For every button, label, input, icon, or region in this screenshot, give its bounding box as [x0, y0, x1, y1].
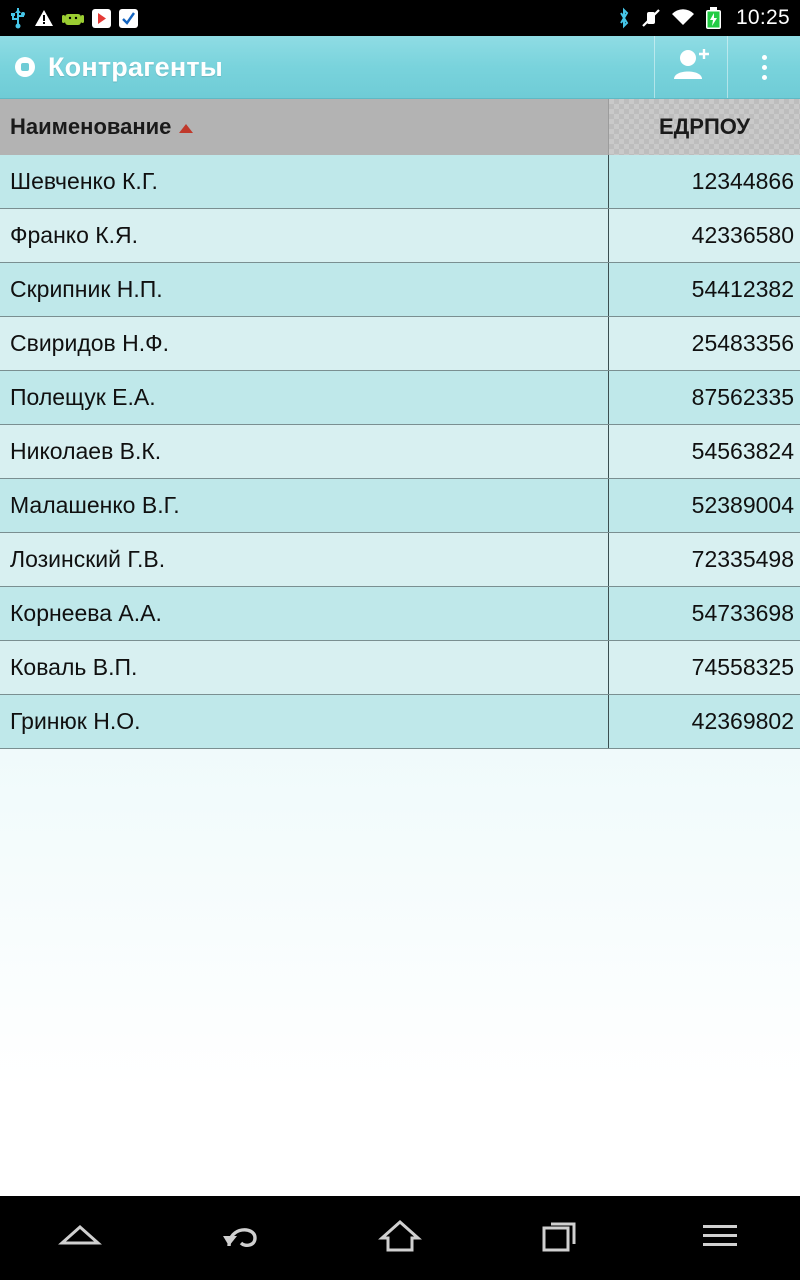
cell-name: Лозинский Г.В. [0, 533, 609, 586]
cell-name: Корнеева А.А. [0, 587, 609, 640]
cell-name: Гринюк Н.О. [0, 695, 609, 748]
column-header-name[interactable] [0, 99, 608, 155]
status-bar-left-icons [10, 6, 617, 30]
page-title: Контрагенты [48, 51, 224, 82]
cell-edrpou: 74558325 [691, 654, 794, 680]
app-bar [0, 36, 800, 99]
cell-edrpou: 87562335 [691, 384, 794, 410]
cell-name: Франко К.Я. [0, 209, 609, 262]
cell-name: Николаев В.К. [0, 425, 609, 478]
cell-edrpou: 72335498 [691, 546, 794, 572]
sort-ascending-icon [179, 124, 193, 133]
column-header-edrpou-label: ЕДРПОУ [658, 114, 751, 139]
app-logo-icon[interactable] [6, 57, 44, 77]
table-row[interactable] [0, 587, 800, 641]
column-header-edrpou[interactable] [608, 99, 800, 155]
table-row[interactable] [0, 641, 800, 695]
table-row[interactable] [0, 695, 800, 749]
vibrate-mute-icon [641, 6, 661, 30]
system-navigation-bar [0, 1196, 800, 1280]
menu-icon [698, 1219, 742, 1258]
table-row[interactable] [0, 533, 800, 587]
cell-name: Свиридов Н.Ф. [0, 317, 609, 370]
android-robot-icon [62, 6, 84, 30]
cell-edrpou: 12344866 [691, 168, 794, 194]
table-row[interactable] [0, 371, 800, 425]
add-contact-button[interactable] [654, 36, 727, 98]
table-row[interactable] [0, 425, 800, 479]
home-icon [378, 1216, 422, 1261]
checkbox-app-icon [119, 6, 138, 30]
add-contact-icon [670, 45, 712, 90]
cell-name: Шевченко К.Г. [0, 155, 609, 208]
cell-edrpou: 54733698 [691, 600, 794, 626]
home-button[interactable] [340, 1196, 460, 1280]
status-bar [0, 0, 800, 36]
cell-edrpou: 42369802 [691, 708, 794, 734]
cell-edrpou: 54412382 [691, 276, 794, 302]
status-bar-right-icons [617, 6, 790, 30]
collapse-keyboard-icon [54, 1219, 106, 1258]
recents-button[interactable] [500, 1196, 620, 1280]
table-header-row [0, 99, 800, 155]
cell-name: Полещук Е.А. [0, 371, 609, 424]
cell-edrpou: 42336580 [691, 222, 794, 248]
cell-name: Коваль В.П. [0, 641, 609, 694]
overflow-menu-icon [762, 55, 767, 80]
recents-icon [538, 1216, 582, 1261]
bluetooth-icon [617, 6, 631, 30]
table-row[interactable] [0, 209, 800, 263]
battery-charging-icon [705, 6, 722, 30]
menu-button[interactable] [660, 1196, 780, 1280]
warning-icon [34, 6, 54, 30]
cell-edrpou: 54563824 [691, 438, 794, 464]
table-row[interactable] [0, 479, 800, 533]
status-clock: 10:25 [735, 6, 790, 29]
cell-name: Скрипник Н.П. [0, 263, 609, 316]
overflow-menu-button[interactable] [727, 36, 800, 98]
table-row[interactable] [0, 155, 800, 209]
back-icon [217, 1216, 263, 1261]
cell-edrpou: 25483356 [691, 330, 794, 356]
contractors-table [0, 99, 800, 749]
usb-icon [10, 6, 26, 30]
empty-list-area [0, 749, 800, 1196]
table-row[interactable] [0, 317, 800, 371]
cell-edrpou: 52389004 [691, 492, 794, 518]
back-button[interactable] [180, 1196, 300, 1280]
table-row[interactable] [0, 263, 800, 317]
play-store-icon [92, 6, 111, 30]
cell-name: Малашенко В.Г. [0, 479, 609, 532]
column-header-name-label: Наименование [10, 114, 172, 139]
collapse-keyboard-button[interactable] [20, 1196, 140, 1280]
wifi-icon [671, 6, 695, 30]
